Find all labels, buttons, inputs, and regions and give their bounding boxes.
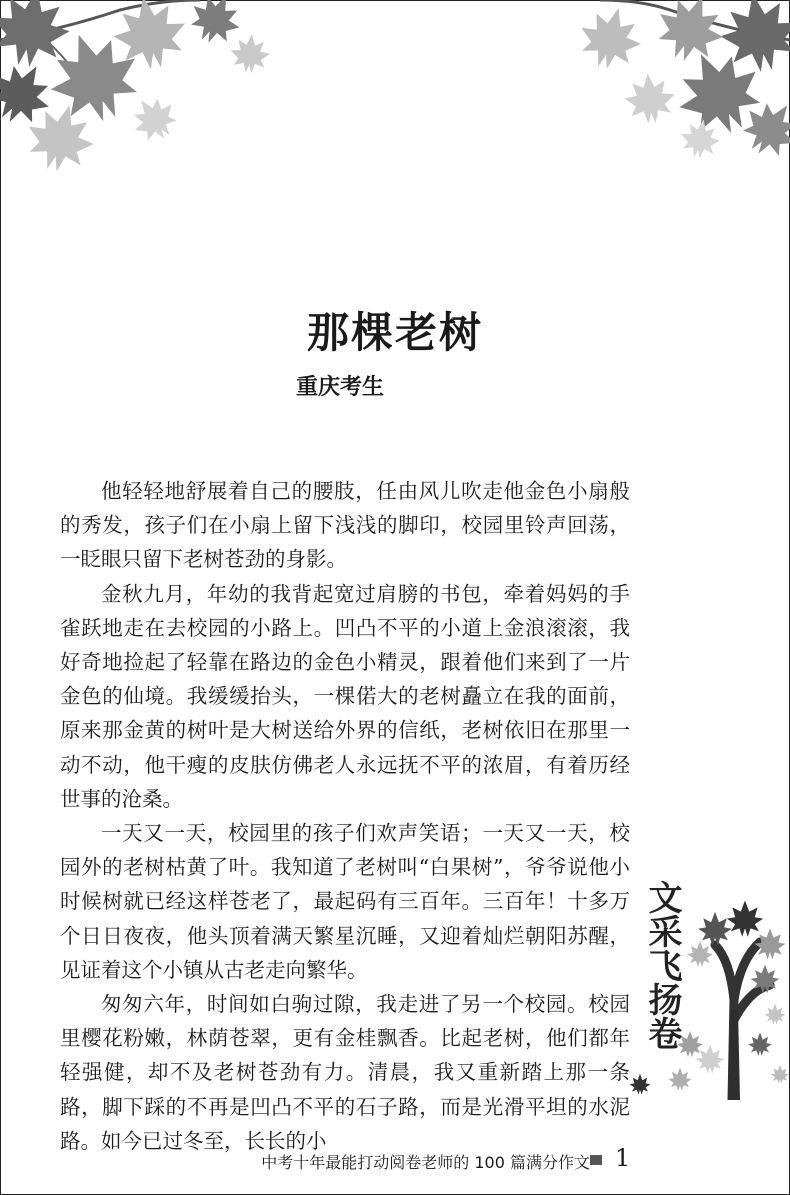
body-paragraph: 一天又一天，校园里的孩子们欢声笑语；一天又一天，校园外的老树枯黄了叶。我知道了老树叫“白果树”，爷爷说他小时候树就已经这样苍老了，最起码有三百年。三百年！十多万个日日夜夜，他头顶着满天繁星沉睡，又迎着灿烂朝阳苏醒，见证着这个小镇从古老走向繁华。 (60, 821, 630, 982)
article-body (60, 474, 630, 1158)
page-number: 1 (615, 1144, 631, 1172)
calligraphy-tree-decoration (620, 850, 790, 1100)
body-paragraph: 匆匆六年，时间如白驹过隙，我走进了另一个校园。校园里樱花粉嫩，林荫苍翠，更有金桂飘香。比起老树，他们都年轻强健，却不及老树苍劲有力。清晨，我又重新踏上那一条路，脚下踩的不再是凹凸不平的石子路，而是光滑平坦的水泥路。如今已过冬至，长长的小 (60, 992, 630, 1153)
page-footer (0, 1144, 790, 1178)
footer-book-title: 中考十年最能打动阅卷老师的 100 篇满分作文 (261, 1153, 590, 1172)
body-paragraph: 他轻轻地舒展着自己的腰肢，任由风儿吹走他金色小扇般的秀发，孩子们在小扇上留下浅浅的脚印，校园里铃声回荡，一眨眼只留下老树苍劲的身影。 (60, 479, 630, 572)
calligraphy-title: 文采飞扬卷 (642, 880, 682, 1050)
footer-square-icon (590, 1155, 602, 1165)
article-author: 重庆考生 (295, 375, 384, 400)
body-paragraph: 金秋九月，年幼的我背起宽过肩膀的书包，牵着妈妈的手雀跃地走在去校园的小路上。凹凸不平的小道上金浪滚滚，我好奇地捡起了轻靠在路边的金色小精灵，跟着他们来到了一片金色的仙境。我缓缓抬头，一棵偌大的老树矗立在我的面前，原来那金黄的树叶是大树送给外界的信纸，老树依旧在那里一动不动，他干瘦的皮肤仿佛老人永远抚不平的浓眉，有着历经世事的沧桑。 (60, 581, 630, 811)
article-title: 那棵老树 (306, 308, 483, 357)
maple-leaves-header-illustration (0, 0, 790, 200)
